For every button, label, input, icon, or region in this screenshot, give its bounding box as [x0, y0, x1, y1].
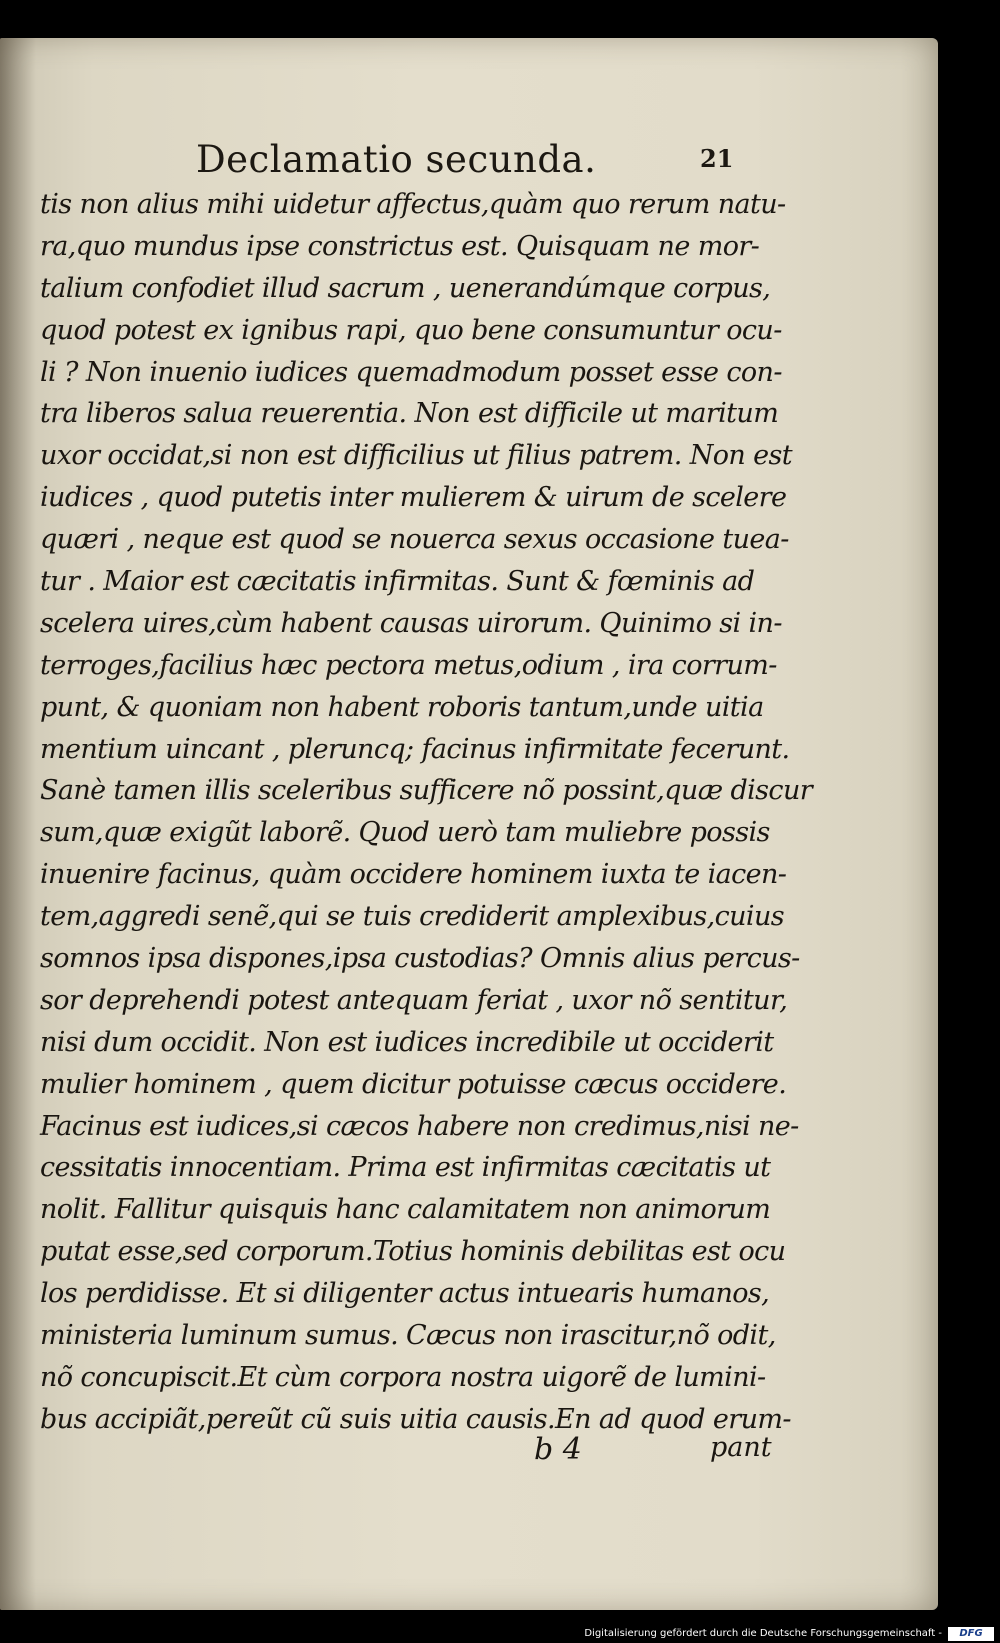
text-line: Facinus est iudices,si cæcos habere non credimus,nisi ne- — [40, 1110, 799, 1142]
text-line: nisi dum occidit. Non est iudices incredibile ut occiderit — [40, 1026, 774, 1058]
text-line: uxor occidat,si non est difficilius ut filius patrem. Non est — [40, 440, 793, 472]
text-line: iudices , quod putetis inter mulierem & uirum de scelere — [40, 482, 787, 514]
text-line: mulier hominem , quem dicitur potuisse cæcus occidere. — [40, 1068, 787, 1100]
text-line: nõ concupiscit.Et cùm corpora nostra uigorẽ de lumini- — [40, 1361, 766, 1393]
body-text — [40, 184, 813, 1441]
signature-mark: b 4 — [534, 1432, 582, 1467]
text-line: quod potest ex ignibus rapi, quo bene consumuntur ocu- — [40, 314, 782, 346]
text-line: putat esse,sed corporum.Totius hominis debilitas est ocu — [40, 1236, 786, 1268]
running-head — [0, 138, 938, 188]
page-footer — [0, 1432, 938, 1472]
text-line: sor deprehendi potest antequam feriat , uxor nõ sentitur, — [40, 984, 788, 1016]
text-line: Sanè tamen illis sceleribus sufficere nõ possint,quæ discur — [40, 775, 813, 807]
text-line: tra liberos salua reuerentia. Non est difficile ut maritum — [40, 398, 779, 430]
text-line: punt, & quoniam non habent roboris tantum,unde uitia — [40, 691, 764, 723]
text-line: somnos ipsa dispones,ipsa custodias? Omnis alius percus- — [40, 943, 800, 975]
text-line: scelera uires,cùm habent causas uirorum. Quinimo si in- — [40, 607, 782, 639]
text-line: inuenire facinus, quàm occidere hominem iuxta te iacen- — [40, 859, 787, 891]
text-line: sum,quæ exigũt laborẽ. Quod uerò tam muliebre possis — [40, 817, 770, 849]
text-line: mentium uincant , pleruncq; facinus infirmitate fecerunt. — [40, 733, 790, 765]
text-line: talium confodiet illud sacrum , uenerandúmque corpus, — [40, 272, 771, 304]
text-line: quæri , neque est quod se nouerca sexus occasione tuea- — [40, 524, 789, 556]
text-line: tur . Maior est cæcitatis infirmitas. Sunt & fœminis ad — [40, 566, 755, 598]
text-line: ra,quo mundus ipse constrictus est. Quisquam ne mor- — [40, 230, 760, 262]
text-line: cessitatis innocentiam. Prima est infirmitas cæcitatis ut — [40, 1152, 771, 1184]
text-line: terroges,facilius hæc pectora metus,odium , ira corrum- — [40, 649, 777, 681]
text-line: ministeria luminum sumus. Cæcus non irascitur,nõ odit, — [40, 1320, 776, 1352]
text-line: los perdidisse. Et si diligenter actus intuearis humanos, — [40, 1278, 770, 1310]
funding-credit: Digitalisierung gefördert durch die Deutsche Forschungsgemeinschaft - — [584, 1628, 942, 1639]
page-number: 21 — [700, 144, 734, 173]
page-title: Declamatio secunda. — [196, 138, 597, 181]
text-line: nolit. Fallitur quisquis hanc calamitatem non animorum — [40, 1194, 771, 1226]
text-line: li ? Non inuenio iudices quemadmodum posset esse con- — [40, 356, 782, 388]
text-line: bus accipiãt,pereũt cũ suis uitia causis.En ad quod erum- — [40, 1403, 791, 1435]
book-page — [0, 38, 938, 1610]
dfg-logo: DFG — [948, 1627, 994, 1641]
text-line: tem,aggredi senẽ,qui se tuis crediderit amplexibus,cuius — [40, 901, 784, 933]
catchword: pant — [710, 1432, 772, 1463]
text-line: tis non alius mihi uidetur affectus,quàm quo rerum natu- — [40, 189, 786, 220]
